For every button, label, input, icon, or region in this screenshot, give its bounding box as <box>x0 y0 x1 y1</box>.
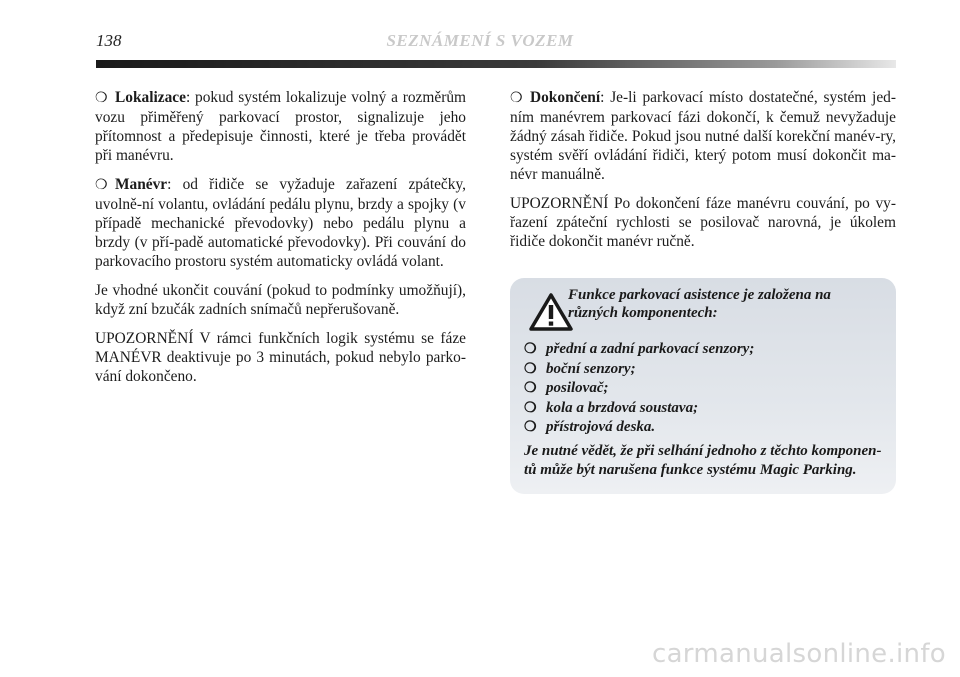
bullet-icon: ❍ <box>524 381 537 396</box>
bullet-icon: ❍ <box>524 400 537 416</box>
bullet-icon: ❍ <box>510 91 523 106</box>
warning-component-list <box>524 340 886 438</box>
paragraph-couvani: Je vhodné ukončit couvání (pokud to podmínky umožňují), když zní bzučák zadních snímačů nepřerušovaně. <box>95 282 466 318</box>
paragraph-text: : Je-li parkovací místo dostatečné, systém jed-ním manévrem parkovací fázi dokončí, k čemuž nevyžaduje žádný zásah řidiče. Pokud jsou nutné další korekční manév-ry, systém svěří ovládání řidiči, který potom musí dokončit ma-névr manuálně. <box>510 89 896 183</box>
bullet-icon: ❍ <box>95 91 108 106</box>
bullet-icon: ❍ <box>524 420 537 435</box>
list-item <box>524 399 886 419</box>
list-item-text: přístrojová deska. <box>546 419 656 435</box>
paragraph-upozorneni-2: UPOZORNĚNÍ Po dokončení fáze manévru couvání, po vy-řazení zpáteční rychlosti se posilovač narovná, je úkolem řidiče dokončit manévr ručně. <box>510 195 896 250</box>
left-column <box>95 88 466 396</box>
header-rule <box>96 60 896 68</box>
list-item <box>524 360 886 380</box>
warning-box <box>510 278 896 494</box>
term-manevr: Manévr <box>115 176 168 193</box>
bullet-icon: ❍ <box>95 178 108 193</box>
page-number: 138 <box>96 31 122 50</box>
list-item <box>524 379 886 399</box>
paragraph-text: : pokud systém lokalizuje volný a rozměrům vozu přiměřený parkovací prostor, signalizuje jeho přítomnost a předepisuje činnosti, které je třeba provádět při manévru. <box>95 89 466 164</box>
list-item-text: přední a zadní parkovací senzory; <box>546 341 755 357</box>
list-item-text: boční senzory; <box>546 360 636 377</box>
bullet-icon: ❍ <box>524 342 537 357</box>
paragraph-dokonceni <box>510 88 896 184</box>
paragraph-manevr <box>95 175 466 271</box>
list-item-text: posilovač; <box>546 380 609 396</box>
right-column <box>510 88 896 261</box>
list-item <box>524 418 886 438</box>
watermark: carmanualsonline.info <box>651 639 946 669</box>
running-header: SEZNÁMENÍ S VOZEM <box>386 31 574 50</box>
term-lokalizace: Lokalizace <box>115 89 186 106</box>
term-dokonceni: Dokončení <box>530 89 601 106</box>
warning-note: Je nutné vědět, že při selhání jednoho z těchto komponen-tů může být narušena funkce systému Magic Parking. <box>524 443 882 478</box>
paragraph-upozorneni-1: UPOZORNĚNÍ V rámci funkčních logik systému se fáze MANÉVR deaktivuje po 3 minutách, pokud nebylo parko-vání dokončeno. <box>95 330 466 385</box>
paragraph-lokalizace <box>95 88 466 165</box>
paragraph-text: : od řidiče se vyžaduje zařazení zpátečky, uvolně-ní volantu, ovládání pedálu plynu, brzdy a spojky (v případě mechanické převodovky) nebo pedálu plynu a brzdy (v pří-padě automatické převodovky). Při couvání do parkovacího prostoru systém automaticky ovládá volant. <box>95 176 466 270</box>
warning-title: Funkce parkovací asistence je založena na různých komponentech: <box>568 287 831 321</box>
bullet-icon: ❍ <box>524 361 537 377</box>
list-item <box>524 340 886 360</box>
list-item-text: kola a brzdová soustava; <box>546 399 699 416</box>
